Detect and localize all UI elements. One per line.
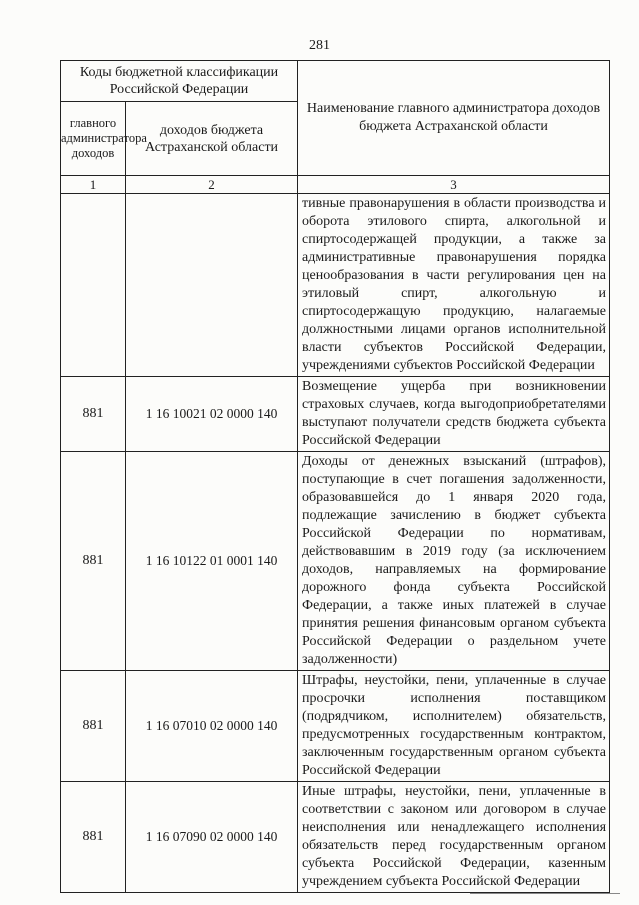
income-code-cell: 1 16 07090 02 0000 140 bbox=[126, 782, 298, 893]
table-row bbox=[61, 452, 610, 671]
header-admin-code: главного администратора доходов bbox=[61, 102, 126, 176]
table-row bbox=[61, 194, 610, 377]
admin-code-cell: 881 bbox=[61, 452, 126, 671]
description-cell: Штрафы, неустойки, пени, уплаченные в случае просрочки исполнения поставщиком (подрядчиком, исполнителем) обязательств, предусмотренных государственным контрактом, заключенным государственным органом субъекта Российской Федерации bbox=[298, 671, 610, 782]
income-code-cell: 1 16 10122 01 0001 140 bbox=[126, 452, 298, 671]
income-code-cell: 1 16 07010 02 0000 140 bbox=[126, 671, 298, 782]
header-administrator-name: Наименование главного администратора доходов бюджета Астраханской области bbox=[298, 61, 610, 176]
income-code-cell bbox=[126, 194, 298, 377]
header-row-1 bbox=[61, 61, 610, 102]
description-cell: Доходы от денежных взысканий (штрафов), поступающие в счет погашения задолженности, образовавшейся до 1 января 2020 года, подлежащие зачислению в бюджет субъекта Российской Федерации по нормативам, действовавшим в 2019 году (за исключением доходов, направляемых на формирование дорожного фонда субъекта Российской Федерации, а также иных платежей в случае принятия решения финансовым органом субъекта Российской Федерации о раздельном учете задолженности) bbox=[298, 452, 610, 671]
table-row bbox=[61, 377, 610, 452]
admin-code-cell: 881 bbox=[61, 377, 126, 452]
budget-classification-table bbox=[60, 60, 610, 893]
scan-edge-line bbox=[470, 893, 620, 894]
description-cell: Иные штрафы, неустойки, пени, уплаченные в соответствии с законом или договором в случае неисполнения или ненадлежащего исполнения обязательств перед государственным органом субъекта Российской Федерации, казенным учреждением субъекта Российской Федерации bbox=[298, 782, 610, 893]
admin-code-cell bbox=[61, 194, 126, 377]
header-codes-group: Коды бюджетной классификации Российской Федерации bbox=[61, 61, 298, 102]
column-number-3: 3 bbox=[298, 176, 610, 194]
column-number-row bbox=[61, 176, 610, 194]
admin-code-cell: 881 bbox=[61, 782, 126, 893]
admin-code-cell: 881 bbox=[61, 671, 126, 782]
description-cell: тивные правонарушения в области производства и оборота этилового спирта, алкогольной и спиртосодержащей продукции, а также за административные правонарушения порядка ценообразования в части регулирования цен на этиловый спирт, алкогольную и спиртосодержащую продукцию, налагаемые должностными лицами органов исполнительной власти субъектов Российской Федерации, учреждениями субъектов Российской Федерации bbox=[298, 194, 610, 377]
column-number-2: 2 bbox=[126, 176, 298, 194]
header-income-code: доходов бюджета Астраханской области bbox=[126, 102, 298, 176]
income-code-cell: 1 16 10021 02 0000 140 bbox=[126, 377, 298, 452]
page-number: 281 bbox=[309, 38, 330, 53]
column-number-1: 1 bbox=[61, 176, 126, 194]
table-row bbox=[61, 782, 610, 893]
table-row bbox=[61, 671, 610, 782]
description-cell: Возмещение ущерба при возникновении страховых случаев, когда выгодоприобретателями выступают получатели средств бюджета субъекта Российской Федерации bbox=[298, 377, 610, 452]
